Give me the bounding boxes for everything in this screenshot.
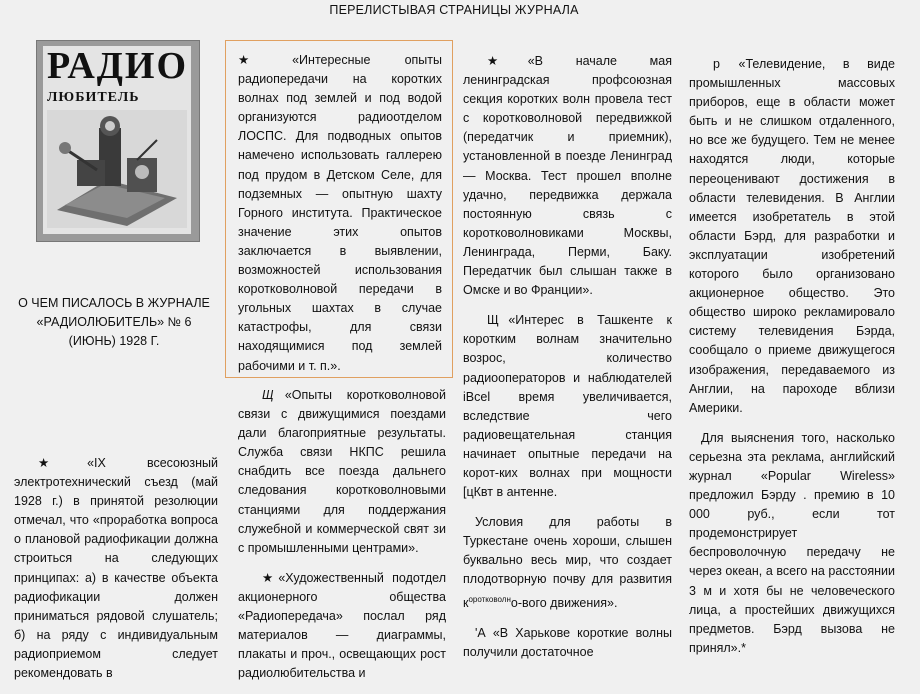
column-4-paragraph-2: Для выяснения того, насколько серьезна эта реклама, английский журнал «Popular Wireless» предложил Бэрду . премию в 10 000 руб., если тот продемонстрирует беспроволочную передачу не через океан, а всего на расстоянии 3 м и хотя бы не человеческого лица, а простейших движущихся предметов. Бэрд вызова не принял».* <box>689 430 895 655</box>
column-3-paragraph-3: Условия для работы в Туркестане очень хороши, слышен буквально весь мир, что создает плодотворную почву для развития $к^{оротковолн}о$-вого движения». <box>463 515 672 610</box>
r-mark: р <box>713 57 720 71</box>
highlighted-article-box <box>225 40 453 378</box>
shch-mark-icon: Щ <box>487 313 499 328</box>
magazine-cover-image <box>36 40 200 242</box>
cover-title: РАДИО <box>47 45 189 87</box>
radio-apparatus-illustration <box>47 110 187 228</box>
column-3 <box>463 52 672 673</box>
column-4 <box>689 55 895 669</box>
column-1 <box>14 454 218 694</box>
highlighted-article-text: «Интересные опыты радиопередачи на коротких волнах под землей и под водой организуются радиоотделом ЛОСПС. Для подводных опытов намечено использовать галлерею под прудом в Детском Селе, для подземных — опытную шахту Горного института. Практическое значение этих опытов заключается в выявлении, возможностей использования коротковолновой передачи в угольных шахтах в случае катастрофы, для связи находящимися под землей рабочими и т. п.». <box>238 53 442 373</box>
star-icon: ★ <box>38 456 50 470</box>
shch-mark-icon: Щ <box>262 388 274 402</box>
column-2 <box>238 386 446 694</box>
column-3-paragraph-4: 'А «В Харькове короткие волны получили достаточное <box>463 625 672 659</box>
column-4-paragraph-1: р «Телевидение, в виде промышленных массовых приборов, еще в области может быть и не слишком отдаленного, но все же будущего. Тем не менее находятся люди, которые переоценивают достижения в области телевидения. В Англии имеется изобретатель в этой области Бэрд, для разработки и эксплуатации изобретений которого было организовано акционерное общество. Это общество широко рекламировало систему телевидения Бэрда, сообщало о приеме движущегося изображения, передаваемого из Англии, на пароходе вблизи Америки. <box>689 57 895 415</box>
column-2-paragraph-1: Щ «Опыты коротковолновой связи с движущимися поездами дали благоприятные результаты. Служба связи НКПС решила снабдить все поезда дальнего следования коротковолновыми станциями для поддержания служебной и коммерческой свят зи с промышленными центрами». <box>238 388 446 555</box>
page-title: ПЕРЕЛИСТЫВАЯ СТРАНИЦЫ ЖУРНАЛА <box>329 3 579 17</box>
star-icon: ★ <box>238 53 250 67</box>
column-1-paragraph-1: ★ «IX всесоюзный электротехнический съезд (май 1928 г.) в принятой резолюции отмечал, что «проработка вопроса о плановой радиофикации должна строиться на следующих принципах: а) в качестве объекта радиофикации должен приниматься рядовой слушатель; б) на ряду с индивидуальным радиоприемом следует рекомендовать в <box>14 456 218 681</box>
star-icon: ★ <box>487 54 499 68</box>
column-3-paragraph-1: ★ «В начале мая ленинградская профсоюзная секция коротких волн провела тест с коротковолновой передвижкой (передатчик и приемник), установленной в поезде Ленинград — Москва. Тест прошел вполне удачно, передвижка держала постоянную связь с коротковолновиками Москвы, Ленинграда, Перми, Баку. Передатчик был слышан также в Омске и во Франции». <box>463 54 672 298</box>
column-3-paragraph-2: Щ «Интерес в Ташкенте к коротким волнам значительно возрос, количество радиооператоров и наблюдателей iBcel время увеличивается, вследствие чего радиовещательная станция начинает опытные передачи на корот-ких волнах при мощности [цКвт в антенне. <box>463 313 672 500</box>
article-caption: О ЧЕМ ПИСАЛОСЬ В ЖУРНАЛЕ «РАДИОЛЮБИТЕЛЬ» № 6 (ИЮНЬ) 1928 Г. <box>18 296 210 348</box>
star-icon: ★ <box>262 570 274 585</box>
column-2-paragraph-2: ★ «Художественный подотдел акционерного общества «Радиопередача» послал ряд материалов — диаграммы, плакаты и проч., освещающих рост радиолюбительства и <box>238 570 446 681</box>
cover-subtitle: ЛЮБИТЕЛЬ <box>47 90 140 105</box>
